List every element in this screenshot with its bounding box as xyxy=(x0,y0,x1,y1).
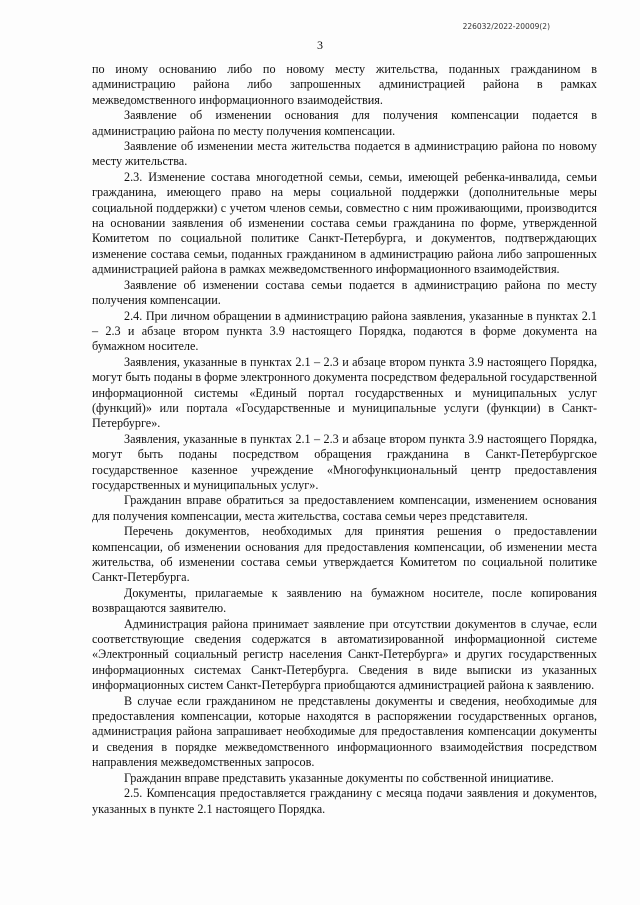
paragraph: 2.3. Изменение состава многодетной семьи, семьи, имеющей ребенка-инвалида, семьи гражданина, имеющего право на меры социальной поддержки (дополнительные меры социальной поддержки) с учетом членов семьи, совместно с ним проживающими, производится на основании заявления об изменении состава семьи гражданина по форме, утвержденной Комитетом по социальной политике Санкт-Петербурга, и документов, подтверждающих изменение состава семьи, поданных гражданином в администрацию района либо запрошенных администрацией района в рамках межведомственного информационного взаимодействия. xyxy=(92,169,597,277)
paragraph: Заявления, указанные в пунктах 2.1 – 2.3 и абзаце втором пункта 3.9 настоящего Порядка, могут быть поданы посредством обращения гражданина в Санкт-Петербургское государственное казенное учреждение «Многофункциональный центр предоставления государственных и муниципальных услуг». xyxy=(92,431,597,492)
paragraph: Перечень документов, необходимых для принятия решения о предоставлении компенсации, об изменении основания для предоставления компенсации, об изменении места жительства, об изменении состава семьи утверждается Комитетом по социальной политике Санкт-Петербурга. xyxy=(92,524,597,585)
paragraph: Заявление об изменении состава семьи подается в администрацию района по месту получения компенсации. xyxy=(92,277,597,308)
paragraph: 2.5. Компенсация предоставляется гражданину с месяца подачи заявления и документов, указанных в пункте 2.1 настоящего Порядка. xyxy=(92,786,597,816)
paragraph: Заявление об изменении места жительства подается в администрацию района по новому месту жительства. xyxy=(92,139,597,169)
paragraph: Администрация района принимает заявление при отсутствии документов в случае, если соответствующие сведения содержатся в автоматизированной информационной системе «Электронный социальный регистр населения Санкт-Петербурга» и других государственных информационных системах Санкт-Петербурга. Сведения в виде выписки из указанных информационных систем Санкт-Петербурга приобщаются администрацией района к заявлению. xyxy=(92,616,597,693)
paragraph: Заявления, указанные в пунктах 2.1 – 2.3 и абзаце втором пункта 3.9 настоящего Порядка, могут быть поданы в форме электронного документа посредством федеральной государственной информационной системы «Единый портал государственных и муниципальных услуг (функций)» или портала «Государственные и муниципальные услуги (функции) в Санкт-Петербурге». xyxy=(92,354,597,431)
paragraph: В случае если гражданином не представлены документы и сведения, необходимые для предоставления компенсации, которые находятся в распоряжении государственных органов, администрация района запрашивает необходимые для предоставления компенсации документы и сведения в порядке межведомственного информационного взаимодействия посредством направления межведомственных запросов. xyxy=(92,693,597,770)
page-number: 3 xyxy=(317,38,323,52)
paragraph: Гражданин вправе представить указанные документы по собственной инициативе. xyxy=(124,770,554,785)
paragraph: по иному основанию либо по новому месту жительства, поданных гражданином в администрацию района либо запрошенных администрацией района в рамках межведомственного информационного взаимодействия. xyxy=(92,62,597,107)
body-text xyxy=(92,62,597,817)
paragraph: Гражданин вправе обратиться за предоставлением компенсации, изменением основания для получения компенсации, места жительства, состава семьи через представителя. xyxy=(92,493,597,523)
paragraph: 2.4. При личном обращении в администрацию района заявления, указанные в пунктах 2.1 – 2.3 и абзаце втором пункта 3.9 настоящего Порядка, подаются в форме документа на бумажном носителе. xyxy=(92,308,597,354)
paragraph: Документы, прилагаемые к заявлению на бумажном носителе, после копирования возвращаются заявителю. xyxy=(92,585,597,616)
paragraph: Заявление об изменении основания для получения компенсации подается в администрацию района по месту получения компенсации. xyxy=(92,108,597,138)
document-id: 226032/2022-20009(2) xyxy=(462,22,550,31)
